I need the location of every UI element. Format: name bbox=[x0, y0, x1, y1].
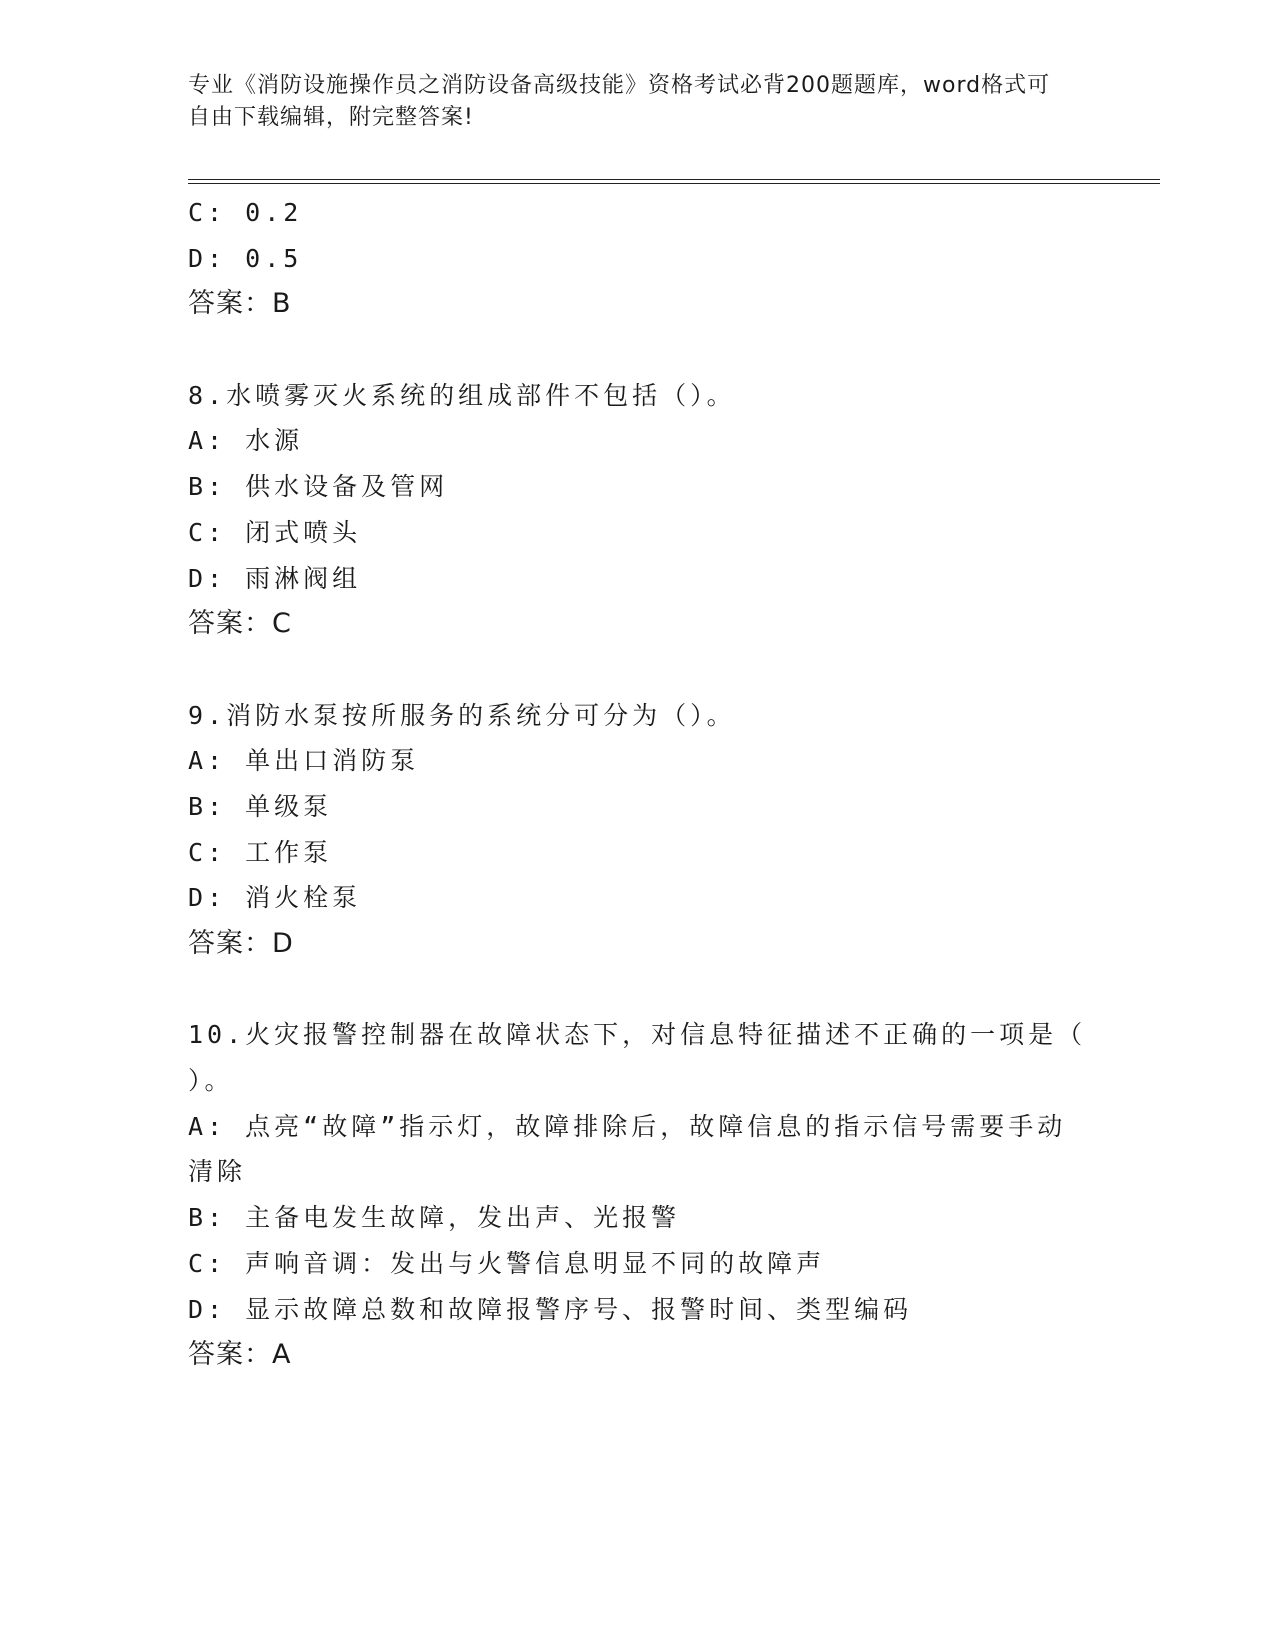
answer: 答案：D bbox=[188, 928, 294, 959]
option-d: D: 0.5 bbox=[188, 243, 303, 273]
spacer bbox=[188, 647, 1088, 693]
option-d: D: 消火栓泵 bbox=[188, 883, 362, 913]
option-b: B: 供水设备及管网 bbox=[188, 472, 449, 502]
spacer bbox=[188, 327, 1088, 373]
option-a-line1: A: 点亮“故障”指示灯，故障排除后，故障信息的指示信号需要手动 bbox=[188, 1111, 1067, 1141]
option-d: D: 雨淋阀组 bbox=[188, 563, 362, 593]
question-stem: 8.水喷雾灭火系统的组成部件不包括（）。 bbox=[188, 380, 736, 410]
header-rule-bottom bbox=[188, 183, 1160, 184]
answer: 答案：A bbox=[188, 1339, 292, 1371]
spacer bbox=[188, 967, 1088, 1013]
option-d: D: 显示故障总数和故障报警序号、报警时间、类型编码 bbox=[188, 1294, 913, 1324]
option-c: C: 声响音调：发出与火警信息明显不同的故障声 bbox=[188, 1248, 826, 1278]
question-stem-line2: ）。 bbox=[188, 1066, 234, 1096]
option-a-line2: 清除 bbox=[188, 1157, 247, 1187]
question-content bbox=[188, 190, 1088, 1378]
question-stem: 9.消防水泵按所服务的系统分可分为（）。 bbox=[188, 700, 736, 730]
answer: 答案：B bbox=[188, 288, 292, 320]
question-stem-line1: 10.火灾报警控制器在故障状态下，对信息特征描述不正确的一项是（ bbox=[188, 1020, 1087, 1050]
document-header: 专业《消防设施操作员之消防设备高级技能》资格考试必背200题题库，word格式可自由下载编辑，附完整答案! bbox=[188, 73, 1051, 130]
answer: 答案：C bbox=[188, 608, 292, 640]
option-b: B: 主备电发生故障，发出声、光报警 bbox=[188, 1203, 681, 1233]
option-c: C: 0.2 bbox=[188, 198, 303, 227]
header-rule-top bbox=[188, 179, 1160, 180]
option-a: A: 单出口消防泵 bbox=[188, 746, 420, 776]
option-c: C: 闭式喷头 bbox=[188, 517, 362, 547]
option-b: B: 单级泵 bbox=[188, 791, 333, 821]
option-c: C: 工作泵 bbox=[188, 837, 333, 867]
option-a: A: 水源 bbox=[188, 426, 304, 456]
